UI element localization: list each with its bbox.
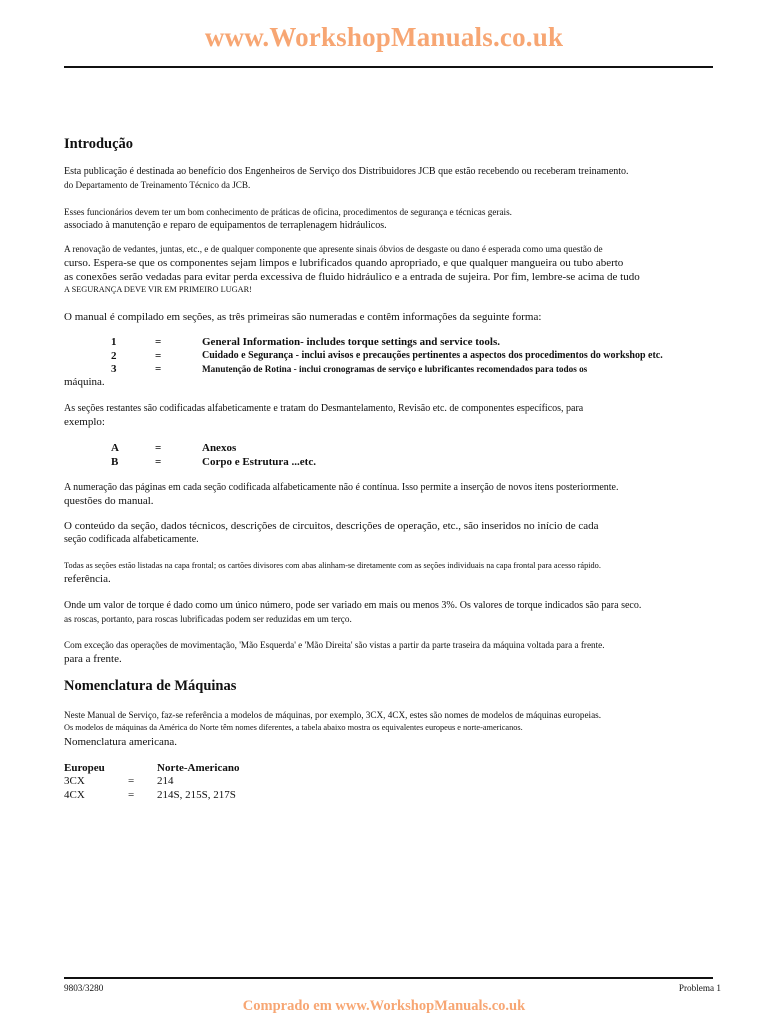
table-row-2-na: 214S, 215S, 217S <box>157 789 236 801</box>
intro-p6-line-2: questões do manual. <box>64 495 154 507</box>
intro-p9-line-2: as roscas, portanto, para roscas lubrificadas podem ser reduzidas em um terço. <box>64 614 352 624</box>
nomenclature-p1-line-2: Os modelos de máquinas da América do Norte têm nomes diferentes, a tabela abaixo mostra os equivalentes europeus e norte-americanos. <box>64 723 523 732</box>
intro-p3-line-3: as conexões serão vedadas para evitar perda excessiva de fluido hidráulico e a entrada de sujeira. Por fim, lembre-se acima de tudo <box>64 271 640 283</box>
intro-p8-line-2: referência. <box>64 573 111 585</box>
section-1-eq: = <box>155 336 162 348</box>
intro-p3-line-2: curso. Espera-se que os componentes sejam limpos e lubrificados quando apropriado, e que qualquer mangueira ou tubo aberto <box>64 257 624 269</box>
section-a-eq: = <box>155 442 162 454</box>
table-row-2-eq: = <box>128 789 135 801</box>
intro-p8-line-1: Todas as seções estão listadas na capa frontal; os cartões divisores com abas alinham-se diretamente com as seções individuais na capa frontal para acesso rápido. <box>64 561 601 570</box>
intro-p5-line-2: exemplo: <box>64 416 105 428</box>
nomenclature-p1-line-3: Nomenclatura americana. <box>64 736 177 748</box>
nomenclature-p1-line-1: Neste Manual de Serviço, faz-se referência a modelos de máquinas, por exemplo, 3CX, 4CX, estes são nomes de modelos de máquinas europeias. <box>64 710 602 720</box>
intro-p10-line-2: para a frente. <box>64 653 122 665</box>
table-row-1-eu: 3CX <box>64 775 85 787</box>
section-2-desc: Cuidado e Segurança - inclui avisos e precauções pertinentes a aspectos dos procedimentos do workshop etc. <box>202 350 663 361</box>
intro-p1-line-2: do Departamento de Treinamento Técnico da JCB. <box>64 180 251 190</box>
section-2-key: 2 <box>111 350 117 362</box>
intro-p10-line-1: Com exceção das operações de movimentação, 'Mão Esquerda' e 'Mão Direita' são vistas a partir da parte traseira da máquina voltada para a frente. <box>64 640 605 650</box>
table-header-europeu: Europeu <box>64 762 105 774</box>
table-row-1-eq: = <box>128 775 135 787</box>
page-label: Problema 1 <box>678 983 721 993</box>
intro-p7-line-2: seção codificada alfabeticamente. <box>64 534 199 545</box>
purchase-link[interactable]: Comprado em www.WorkshopManuals.co.uk <box>242 998 526 1014</box>
section-b-key: B <box>111 456 119 468</box>
intro-p5-line-1: As seções restantes são codificadas alfabeticamente e tratam do Desmantelamento, Revisão etc. de componentes específicos, para <box>64 403 584 414</box>
section-3-eq: = <box>155 363 162 375</box>
doc-number: 9803/3280 <box>64 983 104 993</box>
intro-p6-line-1: A numeração das páginas em cada seção codificada alfabeticamente não é contínua. Isso permite a inserção de novos itens posteriormente. <box>64 482 619 493</box>
intro-p2-line-1: Esses funcionários devem ter um bom conhecimento de práticas de oficina, procedimentos de segurança e técnicas gerais. <box>64 207 512 217</box>
section-b-desc: Corpo e Estrutura ...etc. <box>202 456 316 468</box>
intro-p7-line-1: O conteúdo da seção, dados técnicos, descrições de circuitos, descrições de operação, etc., são inseridos no início de cada <box>64 520 599 532</box>
section-a-key: A <box>111 442 119 454</box>
section-3-key: 3 <box>111 363 117 375</box>
nomenclature-heading: Nomenclatura de Máquinas <box>64 678 237 694</box>
intro-p4: O manual é compilado em seções, as três primeiras são numeradas e contêm informações da seguinte forma: <box>64 311 542 323</box>
intro-p3-line-4: A SEGURANÇA DEVE VIR EM PRIMEIRO LUGAR! <box>64 285 252 294</box>
section-1-desc: General Information- includes torque settings and service tools. <box>202 336 501 348</box>
intro-p9-line-1: Onde um valor de torque é dado como um único número, pode ser variado em mais ou menos 3%. Os valores de torque indicados são para seco. <box>64 600 642 611</box>
section-a-desc: Anexos <box>202 442 237 454</box>
intro-p3-line-1: A renovação de vedantes, juntas, etc., e de qualquer componente que apresente sinais óbvios de desgaste ou dano é esperada como uma questão de <box>64 244 603 254</box>
table-row-2-eu: 4CX <box>64 789 85 801</box>
footer-divider <box>64 977 713 979</box>
table-header-norte-americano: Norte-Americano <box>157 762 240 774</box>
section-1-key: 1 <box>111 336 117 348</box>
section-2-eq: = <box>155 350 162 362</box>
intro-p2-line-2: associado à manutenção e reparo de equipamentos de terraplenagem hidráulicos. <box>64 220 387 231</box>
intro-p1-line-1: Esta publicação é destinada ao benefício dos Engenheiros de Serviço dos Distribuidores JCB que estão recebendo ou receberam treinamento. <box>64 166 629 177</box>
intro-heading: Introdução <box>64 136 134 152</box>
header-divider <box>64 66 713 68</box>
site-header-link[interactable]: www.WorkshopManuals.co.uk <box>204 22 564 52</box>
section-b-eq: = <box>155 456 162 468</box>
numbered-sections-tail: máquina. <box>64 376 105 388</box>
table-row-1-na: 214 <box>157 775 174 787</box>
section-3-desc: Manutenção de Rotina - inclui cronogramas de serviço e lubrificantes recomendados para todos os <box>202 364 588 374</box>
